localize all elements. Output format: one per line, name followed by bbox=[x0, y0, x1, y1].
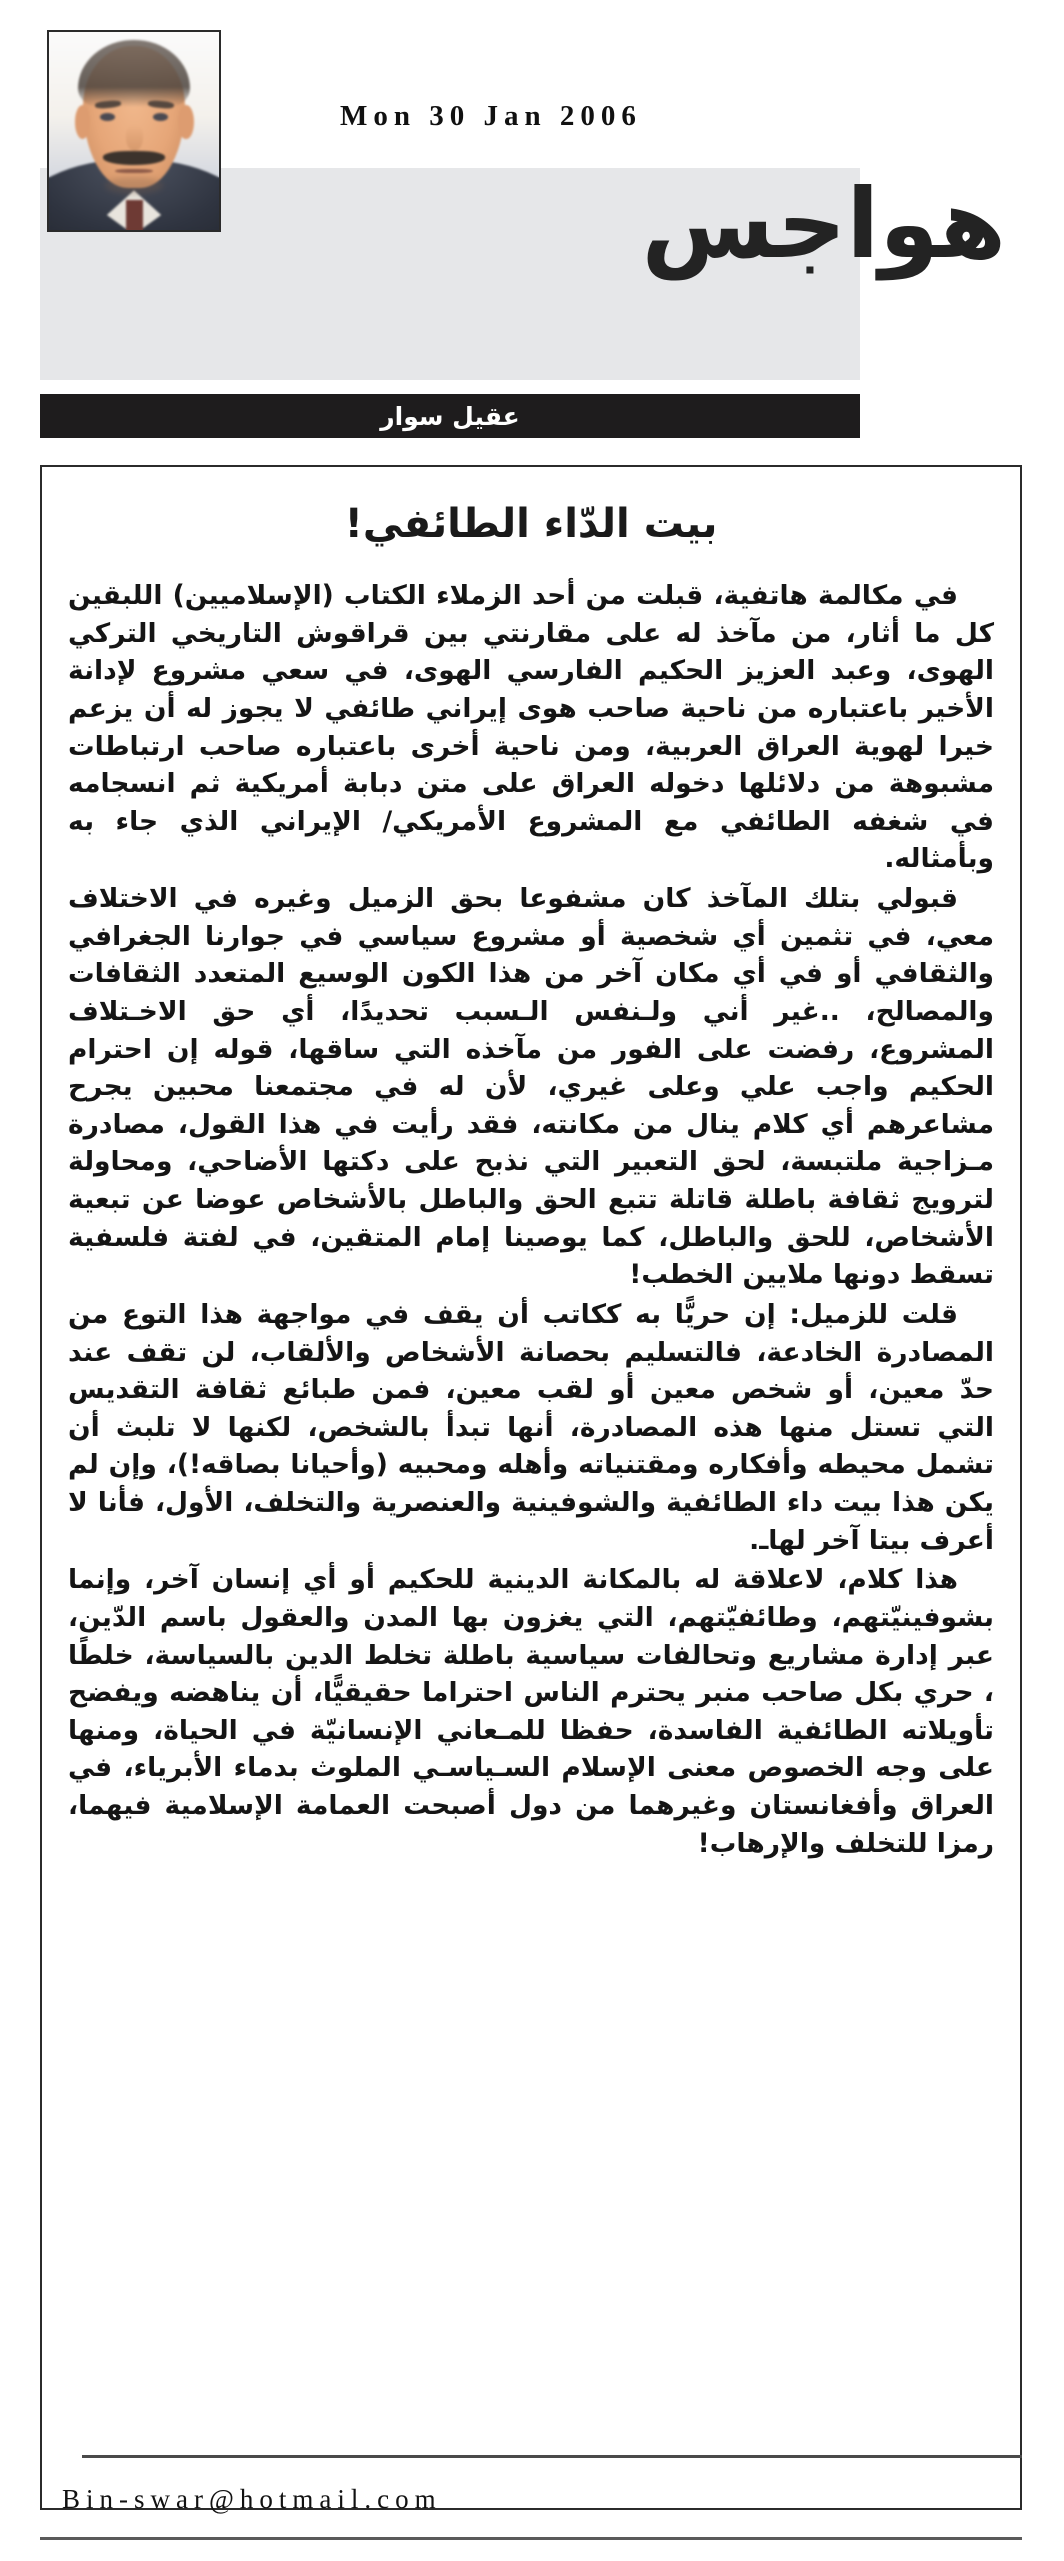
article-text bbox=[68, 577, 994, 1862]
author-name: عقيل سوار bbox=[380, 401, 520, 431]
publication-date: Mon 30 Jan 2006 bbox=[340, 100, 642, 132]
footer-divider-bottom bbox=[40, 2537, 1022, 2540]
article-paragraph: قلت للزميل: إن حريًّا به ككاتب أن يقف في مواجهة هذا التوع من المصادرة الخادعة، فالتسليم بحصانة الأشخاص والألقاب، لن تقف عند حدّ معين، أو شخص معين أو لقب معين، فمن طبائع ثقافة التقديس التي تستل منها هذه المصادرة، أنها تبدأ بالشخص، لكنها لا تلبث أن تشمل محيطه وأفكاره ومقتنياته وأهله ومحبيه (وأحيانا بصاقه!)، وإن لم يكن هذا بيت داء الطائفية والشوفينية والعنصرية والتخلف، الأول، فأنا لا أعرف بيتا آخر لهاـ. bbox=[68, 1298, 994, 1556]
author-portrait bbox=[47, 30, 221, 232]
article-headline: بيت الدّاء الطائفي! bbox=[344, 501, 718, 547]
portrait-blur-overlay bbox=[49, 32, 219, 230]
column-brand-title: هواجس bbox=[641, 168, 1006, 280]
masthead bbox=[0, 0, 1064, 431]
article-paragraph: قبولي بتلك المآخذ كان مشفوعا بحق الزميل وغيره في الاختلاف معي، في تثمين أي شخصية أو مشروع سياسي في جوارنا الجغرافي والثقافي أو في أي مكان آخر من هذا الكون الوسيع المتعدد الثقافات والمصالح، ..غير أني ولـنفس الـسبب تحديدًا، أي حق الاخـتلاف المشروع، رفضت على الفور من مآخذه التي ساقها، قوله إن احترام الحكيم واجب علي وعلى غيري، لأن له في مجتمعنا محبين يجرح مشاعرهم أي كلام ينال من مكانته، فقد رأيت في هذا القول، مصادرة مـزاجية ملتبسة، لحق التعبير التي نذبح على دكتها الأضاحي، ومحاولة لترويج ثقافة باطلة قاتلة تتبع الحق والباطل بالأشخاص عوضا عن تبعية الأشخاص، للحق والباطل، كما يوصينا إمام المتقين، في لفتة فلسفية تسقط دونها ملايين الخطب! bbox=[68, 883, 994, 1291]
author-name-bar bbox=[40, 394, 860, 438]
article-paragraph: هذا كلام، لاعلاقة له بالمكانة الدينية للحكيم أو أي إنسان آخر، وإنما بشوفينيّتهم، وطائفيّتهم، التي يغزون بها المدن والعقول باسم الدّين، عبر إدارة مشاريع وتحالفات سياسية باطلة تخلط الدين بالسياسة، خلطًا ، حري بكل صاحب منبر يحترم الناس احتراما حقيقيًّا، أن يناهضه ويفضح تأويلاته الطائفية الفاسدة، حفظا للمـعاني الإنسانيّة في الحياة، ومنها على وجه الخصوص معنى الإسلام السـياسـي الملوث بدماء الأبرياء، في العراق وأفغانستان وغيرهما من دول أصبحت العمامة الإسلامية فيهما، رمزا للتخلف والإرهاب! bbox=[68, 1564, 994, 1859]
author-email[interactable]: Bin-swar@hotmail.com bbox=[62, 2484, 442, 2514]
footer bbox=[40, 2455, 1022, 2540]
article-body-box bbox=[40, 465, 1022, 2510]
article-paragraph: في مكالمة هاتفية، قبلت من أحد الزملاء الكتاب (الإسلاميين) اللبقين كل ما أثار، من مآخذ له على مقارنتي بين قراقوش التاريخي التركي الهوى، وعبد العزيز الحكيم الفارسي الهوى، في سعي مشروع لإدانة الأخير باعتباره من ناحية صاحب هوى إيراني طائفي لا يجوز له أن يزعم خيرا لهوية العراق العربية، ومن ناحية أخرى باعتباره صاحب ارتباطات مشبوهة من دلائلها دخوله العراق على متن دبابة أمريكية ثم انسجامه في شغفه الطائفي مع المشروع الأمريكي/ الإيراني الذي جاء به وبأمثاله. bbox=[68, 580, 994, 875]
